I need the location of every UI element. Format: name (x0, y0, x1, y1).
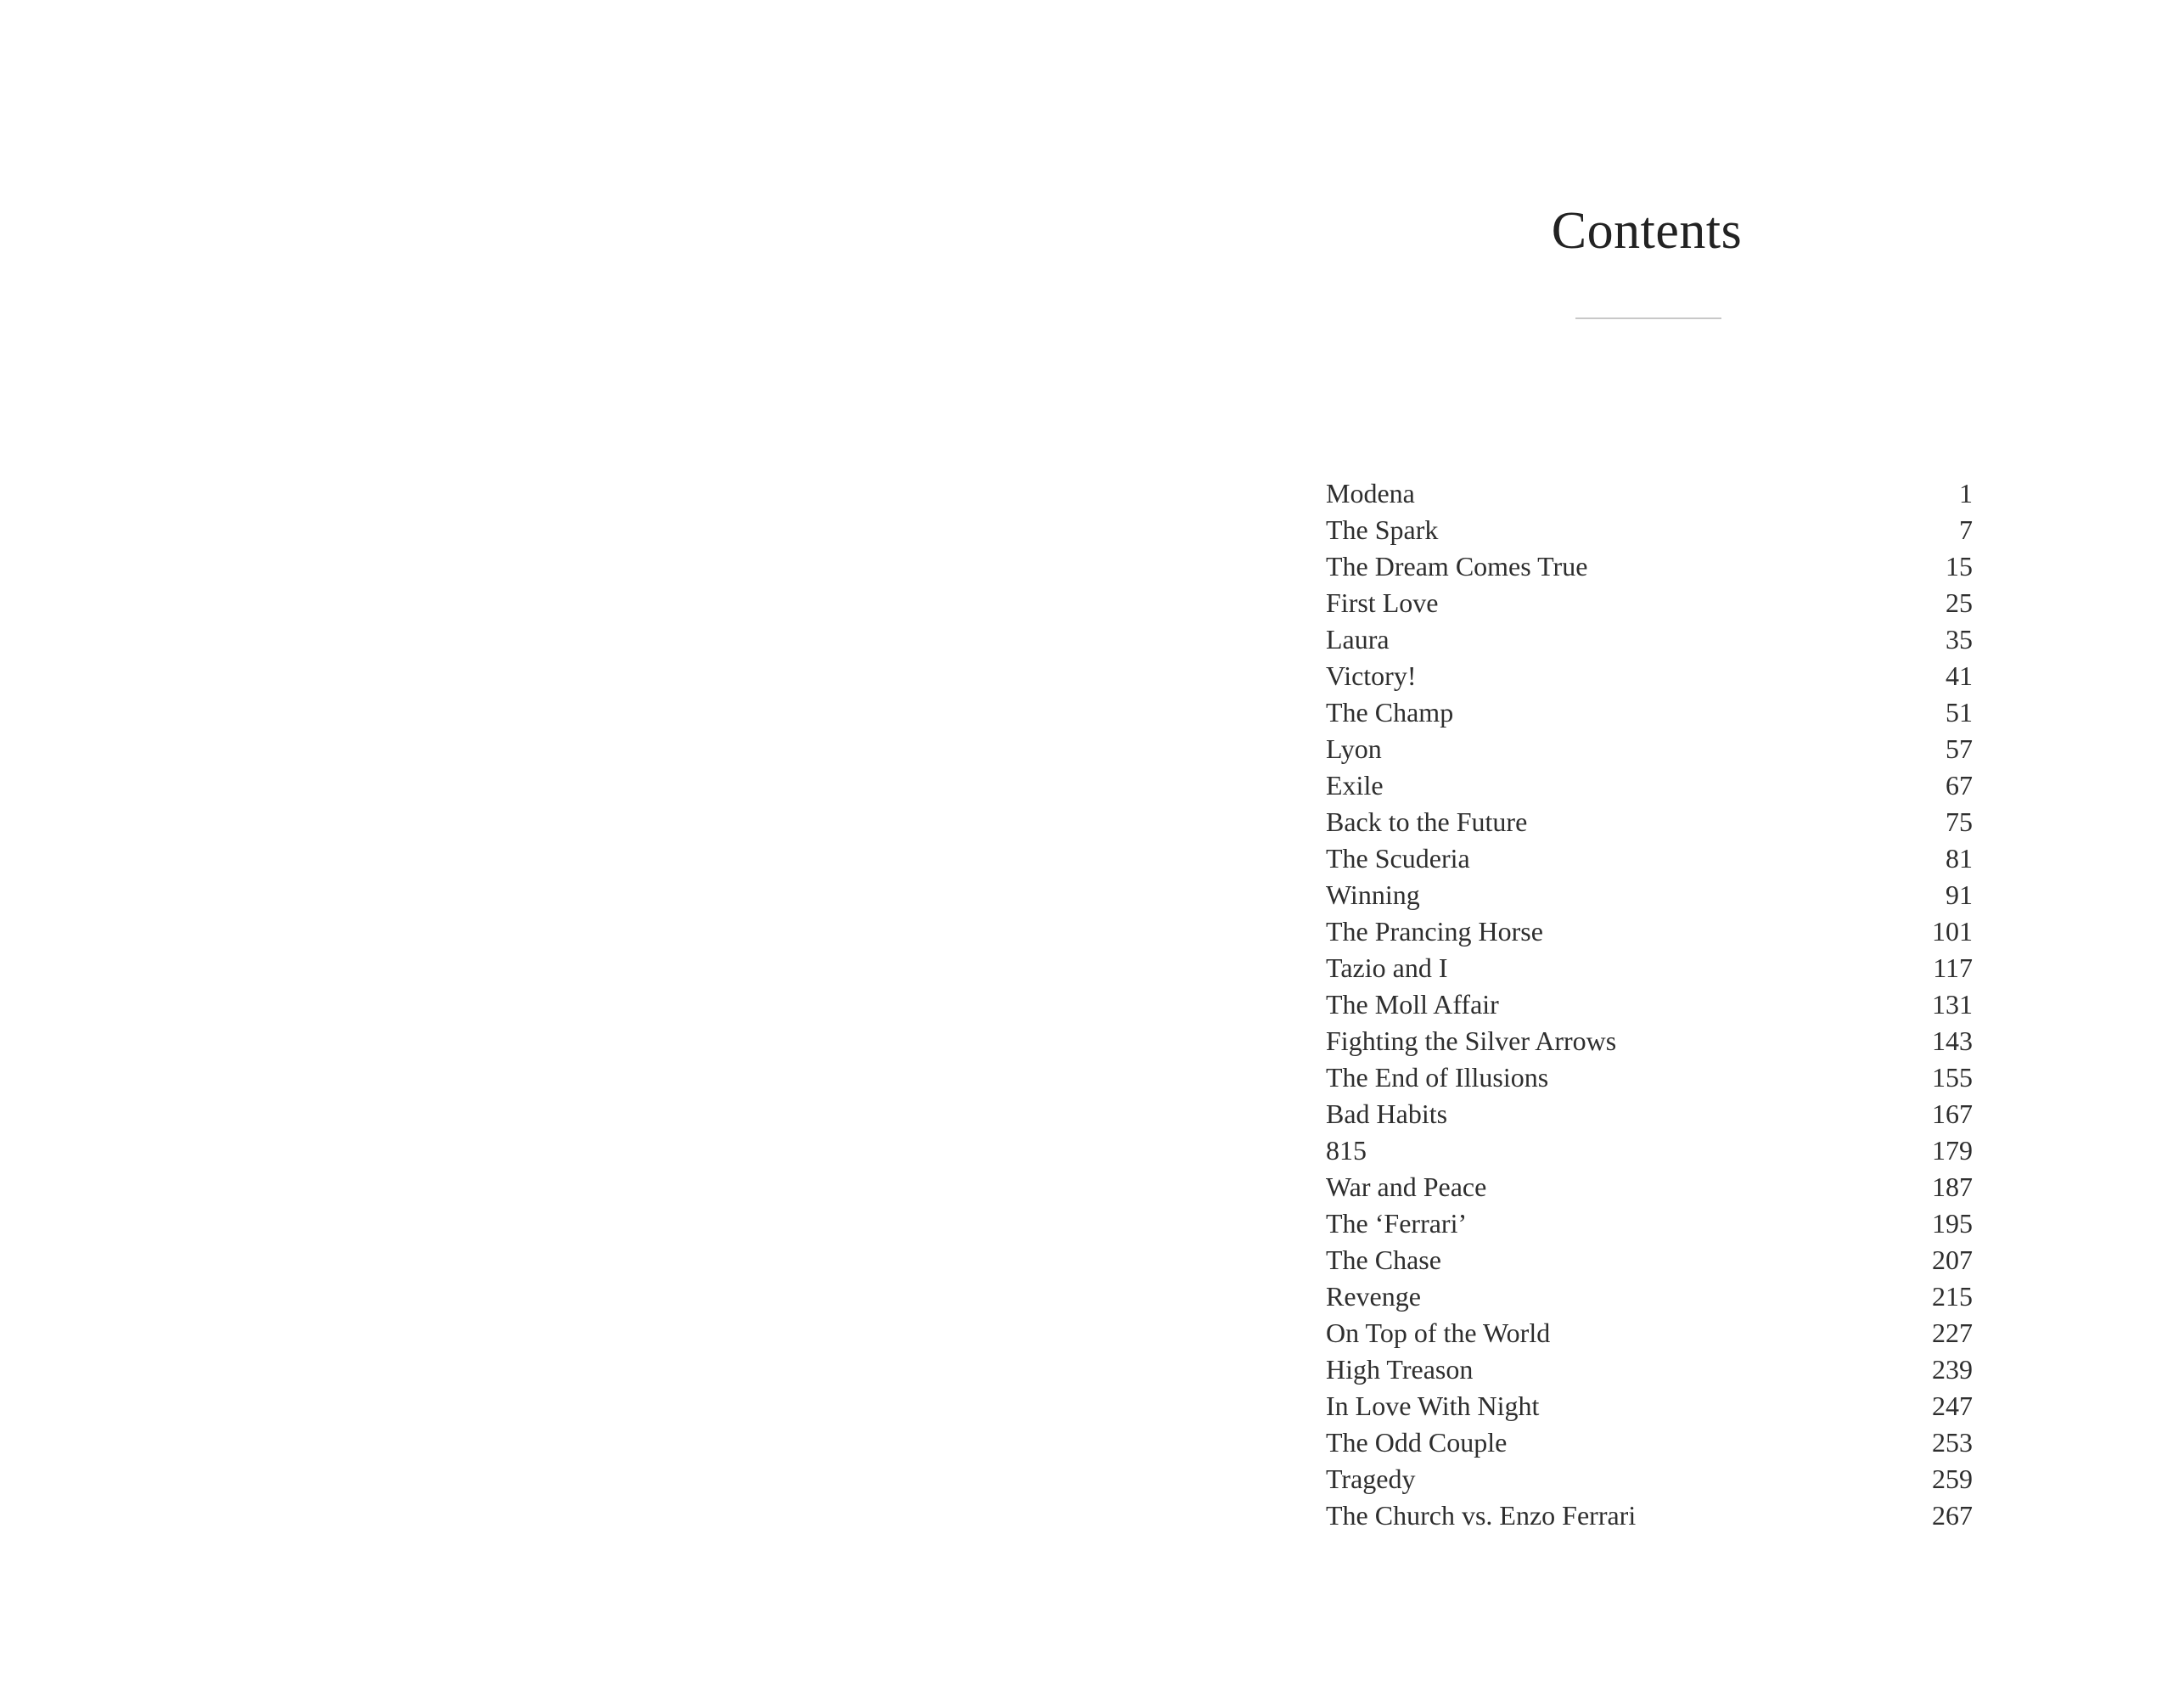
toc-entry-title: Modena (1326, 478, 1415, 508)
toc-entry-page-number: 131 (1932, 989, 1973, 1020)
toc-entry-page-number: 179 (1932, 1135, 1973, 1166)
toc-entry[interactable] (1326, 694, 1973, 731)
toc-entry-title: The Odd Couple (1326, 1427, 1508, 1458)
toc-entry-title: The Dream Comes True (1326, 551, 1588, 582)
toc-entry[interactable] (1326, 840, 1973, 877)
toc-entry[interactable] (1326, 1205, 1973, 1242)
toc-entry-title: Exile (1326, 770, 1384, 801)
toc-entry-page-number: 91 (1946, 879, 1973, 910)
toc-entry-page-number: 143 (1932, 1025, 1973, 1056)
toc-entry[interactable] (1326, 986, 1973, 1023)
toc-entry[interactable] (1326, 804, 1973, 840)
toc-entry-title: The ‘Ferrari’ (1326, 1208, 1468, 1239)
toc-entry[interactable] (1326, 731, 1973, 767)
toc-entry-title: Victory! (1326, 660, 1417, 691)
toc-entry[interactable] (1326, 1132, 1973, 1169)
toc-entry-page-number: 117 (1933, 952, 1973, 983)
toc-entry[interactable] (1326, 1351, 1973, 1388)
toc-entry-page-number: 7 (1959, 514, 1973, 545)
contents-heading: Contents (1551, 202, 1743, 260)
toc-entry[interactable] (1326, 877, 1973, 913)
toc-entry-title: First Love (1326, 587, 1439, 618)
toc-entry-title: Tragedy (1326, 1464, 1416, 1494)
toc-entry-page-number: 187 (1932, 1171, 1973, 1202)
toc-entry-page-number: 227 (1932, 1318, 1973, 1348)
toc-entry[interactable] (1326, 548, 1973, 585)
toc-entry-page-number: 41 (1946, 660, 1973, 691)
toc-entry-page-number: 267 (1932, 1500, 1973, 1531)
toc-entry[interactable] (1326, 1242, 1973, 1278)
toc-entry[interactable] (1326, 585, 1973, 621)
toc-entry[interactable] (1326, 1278, 1973, 1315)
toc-entry-page-number: 15 (1946, 551, 1973, 582)
toc-entry-page-number: 75 (1946, 806, 1973, 837)
toc-entry-page-number: 167 (1932, 1098, 1973, 1129)
toc-entry-page-number: 247 (1932, 1391, 1973, 1421)
toc-entry[interactable] (1326, 1424, 1973, 1461)
toc-entry[interactable] (1326, 621, 1973, 658)
toc-entry-title: Laura (1326, 624, 1390, 655)
toc-entry-page-number: 57 (1946, 733, 1973, 764)
toc-entry-title: In Love With Night (1326, 1391, 1540, 1421)
table-of-contents (1326, 475, 1973, 1534)
toc-entry-title: High Treason (1326, 1354, 1474, 1385)
toc-entry[interactable] (1326, 767, 1973, 804)
toc-entry-title: Bad Habits (1326, 1098, 1448, 1129)
toc-entry[interactable] (1326, 1169, 1973, 1205)
toc-entry-title: Winning (1326, 879, 1420, 910)
toc-entry[interactable] (1326, 1388, 1973, 1424)
toc-entry-title: The Moll Affair (1326, 989, 1499, 1020)
toc-entry-title: The Prancing Horse (1326, 916, 1543, 947)
toc-entry-title: Lyon (1326, 733, 1382, 764)
toc-entry-title: The Chase (1326, 1244, 1441, 1275)
toc-entry[interactable] (1326, 475, 1973, 512)
toc-entry[interactable] (1326, 1461, 1973, 1497)
toc-entry-page-number: 239 (1932, 1354, 1973, 1385)
toc-entry-page-number: 25 (1946, 587, 1973, 618)
toc-entry[interactable] (1326, 1315, 1973, 1351)
toc-entry[interactable] (1326, 1059, 1973, 1096)
toc-entry[interactable] (1326, 1497, 1973, 1534)
toc-entry-title: 815 (1326, 1135, 1367, 1166)
toc-entry-page-number: 215 (1932, 1281, 1973, 1312)
toc-entry[interactable] (1326, 950, 1973, 986)
toc-entry-title: On Top of the World (1326, 1318, 1551, 1348)
toc-entry-page-number: 259 (1932, 1464, 1973, 1494)
toc-entry[interactable] (1326, 512, 1973, 548)
toc-entry-page-number: 253 (1932, 1427, 1973, 1458)
toc-entry-page-number: 207 (1932, 1244, 1973, 1275)
toc-entry-page-number: 101 (1932, 916, 1973, 947)
toc-entry-title: The Scuderia (1326, 843, 1470, 874)
toc-entry-page-number: 51 (1946, 697, 1973, 728)
heading-divider (1575, 317, 1721, 319)
toc-entry[interactable] (1326, 658, 1973, 694)
toc-entry-title: The Church vs. Enzo Ferrari (1326, 1500, 1637, 1531)
toc-entry-title: The End of Illusions (1326, 1062, 1549, 1093)
toc-entry-page-number: 155 (1932, 1062, 1973, 1093)
toc-entry-page-number: 35 (1946, 624, 1973, 655)
toc-entry-page-number: 195 (1932, 1208, 1973, 1239)
toc-entry-title: War and Peace (1326, 1171, 1487, 1202)
toc-entry-page-number: 81 (1946, 843, 1973, 874)
toc-entry-title: Tazio and I (1326, 952, 1448, 983)
toc-entry-page-number: 67 (1946, 770, 1973, 801)
toc-entry[interactable] (1326, 1096, 1973, 1132)
toc-entry[interactable] (1326, 1023, 1973, 1059)
toc-entry-title: Fighting the Silver Arrows (1326, 1025, 1617, 1056)
left-page-blank (0, 0, 1086, 1708)
toc-entry-title: The Champ (1326, 697, 1454, 728)
toc-entry[interactable] (1326, 913, 1973, 950)
toc-entry-title: Back to the Future (1326, 806, 1528, 837)
toc-entry-title: Revenge (1326, 1281, 1421, 1312)
toc-entry-page-number: 1 (1959, 478, 1973, 508)
toc-entry-title: The Spark (1326, 514, 1439, 545)
